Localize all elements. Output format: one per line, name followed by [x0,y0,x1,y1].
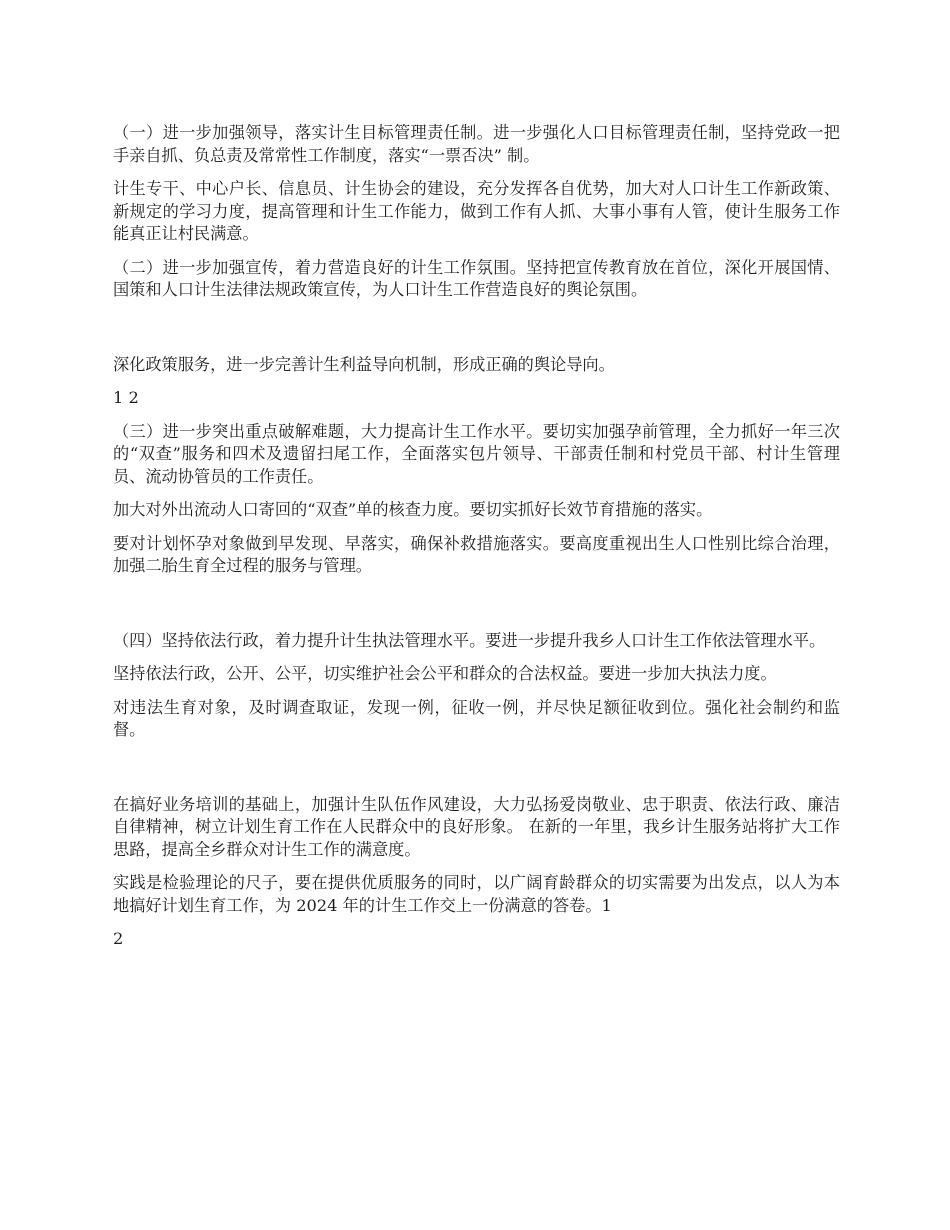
paragraph-8: （四）坚持依法行政，着力提升计生执法管理水平。要进一步提升我乡人口计生工作依法管理水平。 [113,630,826,650]
page-number-marker: 1 2 [113,388,139,407]
paragraph-4: 深化政策服务，进一步完善计生利益导向机制，形成正确的舆论导向。 [113,354,615,374]
paragraph-2: 计生专干、中心户长、信息员、计生协会的建设，充分发挥各自优势，加大对人口计生工作新政策、新规定的学习力度，提高管理和计生工作能力，做到工作有人抓、大事小事有人管，使计生服务工作能真正让村民满意。 [113,179,840,243]
paragraph-10: 对违法生育对象，及时调查取证，发现一例，征收一例，并尽快足额征收到位。强化社会制约和监督。 [113,697,840,739]
document-page [113,122,840,951]
paragraph-7: 要对计划怀孕对象做到早发现、早落实，确保补救措施落实。要高度重视出生人口性别比综合治理，加强二胎生育全过程的服务与管理。 [113,533,840,575]
paragraph-11: 在搞好业务培训的基础上，加强计生队伍作风建设，大力弘扬爱岗敬业、忠于职责、依法行政、廉洁自律精神，树立计划生育工作在人民群众中的良好形象。 在新的一年里，我乡计生服务站将扩大工作思路，提高全乡群众对计生工作的满意度。 [113,794,840,859]
paragraph-1: （一）进一步加强领导，落实计生目标管理责任制。进一步强化人口目标管理责任制，坚持党政一把手亲自抓、负总责及常常性工作制度，落实“一票否决” 制。 [113,123,840,165]
paragraph-3: （二）进一步加强宣传，着力营造良好的计生工作氛围。坚持把宣传教育放在首位，深化开展国情、国策和人口计生法律法规政策宣传，为人口计生工作营造良好的舆论氛围。 [113,257,840,299]
paragraph-12: 实践是检验理论的尺子，要在提供优质服务的同时，以广阔育龄群众的切实需要为出发点，以人为本地搞好计划生育工作，为 2024 年的计生工作交上一份满意的答卷。1 [113,873,840,915]
paragraph-5: （三）进一步突出重点破解难题，大力提高计生工作水平。要切实加强孕前管理，全力抓好一年三次的“双查”服务和四术及遗留扫尾工作，全面落实包片领导、干部责任制和村党员干部、村计生管理员、流动协管员的工作责任。 [113,421,840,486]
paragraph-9: 坚持依法行政，公开、公平，切实维护社会公平和群众的合法权益。要进一步加大执法力度。 [113,664,777,683]
paragraph-6: 加大对外出流动人口寄回的“双查”单的核查力度。要切实抓好长效节育措施的落实。 [113,500,713,519]
page-number-trailing: 2 [113,929,124,948]
